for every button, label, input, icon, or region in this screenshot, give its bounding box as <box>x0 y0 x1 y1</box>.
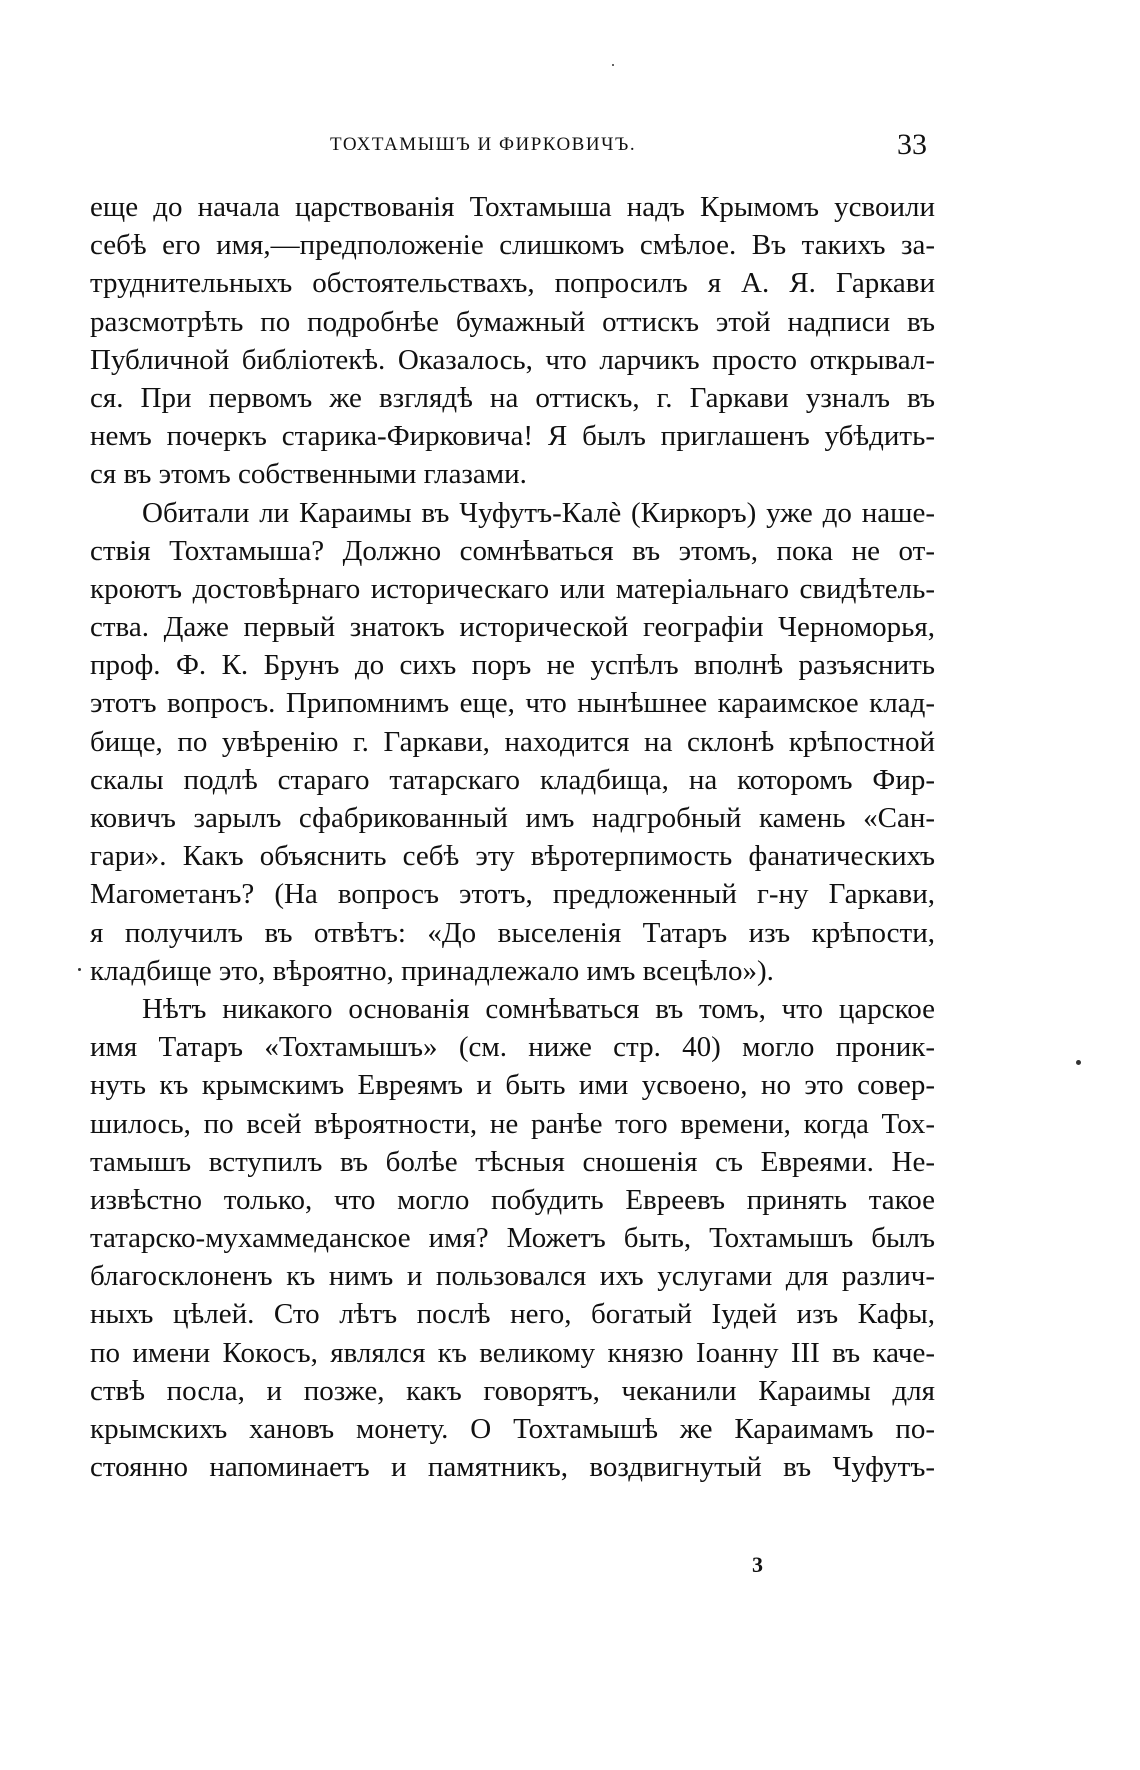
print-speck <box>612 64 614 66</box>
page-number: 33 <box>897 128 927 161</box>
text-line: скалы подлѣ стараго татарскаго кладбища, на которомъ Фир- <box>90 763 935 796</box>
text-line: татарско-мухаммеданское имя? Можетъ быть, Тохтамышъ былъ <box>90 1222 935 1255</box>
text-line: немъ почеркъ старика-Фирковича! Я былъ приглашенъ убѣдить- <box>90 420 935 453</box>
text-line: ся. При первомъ же взглядѣ на оттискъ, г. Гаркави узналъ въ <box>90 381 935 414</box>
text-line: ся въ этомъ собственными глазами. <box>90 458 527 491</box>
text-line: ства. Даже первый знатокъ исторической географіи Черноморья, <box>90 611 935 644</box>
text-line: тамышъ вступилъ въ болѣе тѣсныя сношенія съ Евреями. Не- <box>90 1145 935 1178</box>
text-line: ствѣ посла, и позже, какъ говорятъ, чеканили Караимы для <box>90 1374 935 1407</box>
text-line: извѣстно только, что могло побудить Евреевъ принять такое <box>90 1183 935 1216</box>
text-line: Нѣтъ никакого основанія сомнѣваться въ томъ, что царское <box>142 992 935 1025</box>
text-line: проф. Ф. К. Брунъ до сихъ поръ не успѣлъ вполнѣ разъяснить <box>90 649 935 682</box>
text-line: шилось, по всей вѣроятности, не ранѣе того времени, когда Тох- <box>90 1107 935 1140</box>
text-line: по имени Кокосъ, являлся къ великому князю Іоанну III въ каче- <box>90 1336 935 1369</box>
text-line: ныхъ цѣлей. Сто лѣтъ послѣ него, богатый Іудей изъ Кафы, <box>90 1298 935 1331</box>
paragraph-3 <box>90 990 935 1486</box>
print-speck <box>1076 1060 1081 1065</box>
text-line: крымскихъ хановъ монету. О Тохтамышѣ же Караимамъ по- <box>90 1413 935 1445</box>
text-line: труднительныхъ обстоятельствахъ, попросилъ я А. Я. Гаркави <box>90 267 935 300</box>
running-title: ТОХТАМЫШЪ И ФИРКОВИЧЪ. <box>330 134 637 155</box>
text-line: бище, по увѣренію г. Гаркави, находится на склонѣ крѣпостной <box>90 725 935 758</box>
paragraph-1 <box>90 188 935 494</box>
text-line: Публичной библіотекѣ. Оказалось, что ларчикъ просто открывал- <box>90 343 935 376</box>
text-line: кладбище это, вѣроятно, принадлежало имъ всецѣло»). <box>90 954 774 987</box>
text-line: Магометанъ? (На вопросъ этотъ, предложенный г-ну Гаркави, <box>90 878 935 911</box>
text-line: я получилъ въ отвѣтъ: «До выселенія Татаръ изъ крѣпости, <box>90 916 935 949</box>
text-line: ствія Тохтамыша? Должно сомнѣваться въ этомъ, пока не от- <box>90 534 935 567</box>
running-head <box>90 128 935 168</box>
signature-mark: 3 <box>752 1552 763 1577</box>
text-line: гари». Какъ объяснить себѣ эту вѣротерпимость фанатическихъ <box>90 840 935 873</box>
text-line: разсмотрѣть по подробнѣе бумажный оттискъ этой надписи въ <box>90 305 935 338</box>
text-line: Обитали ли Караимы въ Чуфутъ-Калѐ (Киркоръ) уже до наше- <box>142 496 935 529</box>
text-line: благосклоненъ къ нимъ и пользовался ихъ услугами для различ- <box>90 1260 935 1293</box>
text-line: стоянно напоминаетъ и памятникъ, воздвигнутый въ Чуфутъ- <box>90 1451 935 1484</box>
text-line: этотъ вопросъ. Припомнимъ еще, что нынѣшнее караимское клад- <box>90 687 935 720</box>
print-speck <box>78 968 81 971</box>
paragraph-2 <box>90 494 935 990</box>
body-text <box>90 188 935 1486</box>
text-line: кроютъ достовѣрнаго историческаго или матеріальнаго свидѣтель- <box>90 572 935 605</box>
text-line: себѣ его имя,—предположеніе слишкомъ смѣлое. Въ такихъ за- <box>90 229 935 262</box>
text-line: ковичъ зарылъ сфабрикованный имъ надгробный камень «Сан- <box>90 802 935 834</box>
text-line: еще до начала царствованія Тохтамыша надъ Крымомъ усвоили <box>90 191 935 223</box>
text-line: имя Татаръ «Тохтамышъ» (см. ниже стр. 40) могло проник- <box>90 1031 935 1064</box>
text-line: нуть къ крымскимъ Евреямъ и быть ими усвоено, но это совер- <box>90 1069 935 1102</box>
